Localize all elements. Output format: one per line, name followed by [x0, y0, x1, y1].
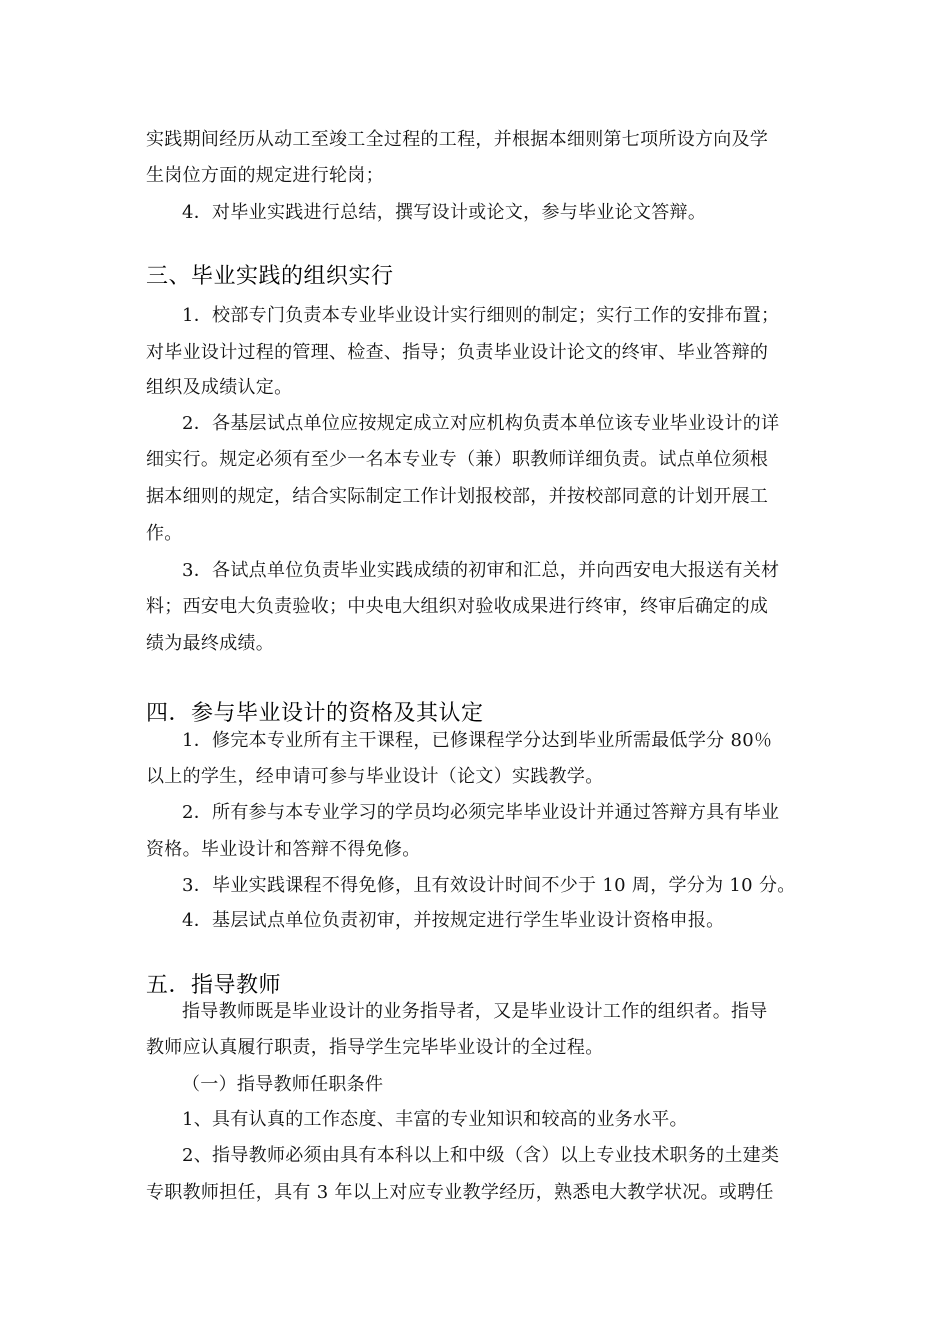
paragraph-line: 1、具有认真的工作态度、丰富的专业知识和较高的业务水平。	[182, 1109, 688, 1130]
subsection-title: （一）指导教师任职条件	[182, 1074, 384, 1095]
paragraph-line: 4．对毕业实践进行总结，撰写设计或论文，参与毕业论文答辩。	[182, 202, 707, 223]
paragraph-line: 4．基层试点单位负责初审，并按规定进行学生毕业设计资格申报。	[182, 910, 725, 931]
section-heading-3: 三、毕业实践的组织实行	[146, 264, 394, 289]
paragraph-line: 2．所有参与本专业学习的学员均必须完毕毕业设计并通过答辩方具有毕业	[182, 802, 780, 823]
section-heading-4: 四．参与毕业设计的资格及其认定	[146, 701, 484, 726]
paragraph-line: 以上的学生，经申请可参与毕业设计（论文）实践教学。	[146, 766, 604, 787]
paragraph-line: 1．修完本专业所有主干课程，已修课程学分达到毕业所需最低学分 80％	[182, 730, 773, 751]
paragraph-line: 指导教师既是毕业设计的业务指导者，又是毕业设计工作的组织者。指导	[182, 1001, 768, 1022]
paragraph-line: 实践期间经历从动工至竣工全过程的工程，并根据本细则第七项所设方向及学	[146, 129, 769, 150]
paragraph-line: 据本细则的规定，结合实际制定工作计划报校部，并按校部同意的计划开展工	[146, 486, 769, 507]
paragraph-line: 专职教师担任，具有 3 年以上对应专业教学经历，熟悉电大教学状况。或聘任	[146, 1182, 774, 1203]
paragraph-line: 1．校部专门负责本专业毕业设计实行细则的制定；实行工作的安排布置；	[182, 305, 780, 326]
paragraph-line: 组织及成绩认定。	[146, 377, 293, 398]
paragraph-line: 作。	[146, 523, 183, 544]
paragraph-line: 生岗位方面的规定进行轮岗；	[146, 165, 384, 186]
paragraph-line: 教师应认真履行职责，指导学生完毕毕业设计的全过程。	[146, 1037, 604, 1058]
paragraph-line: 3．各试点单位负责毕业实践成绩的初审和汇总，并向西安电大报送有关材	[182, 560, 780, 581]
paragraph-line: 对毕业设计过程的管理、检查、指导；负责毕业设计论文的终审、毕业答辩的	[146, 342, 769, 363]
paragraph-line: 料；西安电大负责验收；中央电大组织对验收成果进行终审，终审后确定的成	[146, 596, 769, 617]
paragraph-line: 绩为最终成绩。	[146, 633, 275, 654]
paragraph-line: 资格。毕业设计和答辩不得免修。	[146, 839, 421, 860]
paragraph-line: 3．毕业实践课程不得免修，且有效设计时间不少于 10 周，学分为 10 分。	[182, 875, 796, 896]
paragraph-line: 2、指导教师必须由具有本科以上和中级（含）以上专业技术职务的土建类	[182, 1145, 780, 1166]
paragraph-line: 2．各基层试点单位应按规定成立对应机构负责本单位该专业毕业设计的详	[182, 413, 780, 434]
paragraph-line: 细实行。规定必须有至少一名本专业专（兼）职教师详细负责。试点单位须根	[146, 449, 769, 470]
section-heading-5: 五．指导教师	[146, 973, 282, 998]
